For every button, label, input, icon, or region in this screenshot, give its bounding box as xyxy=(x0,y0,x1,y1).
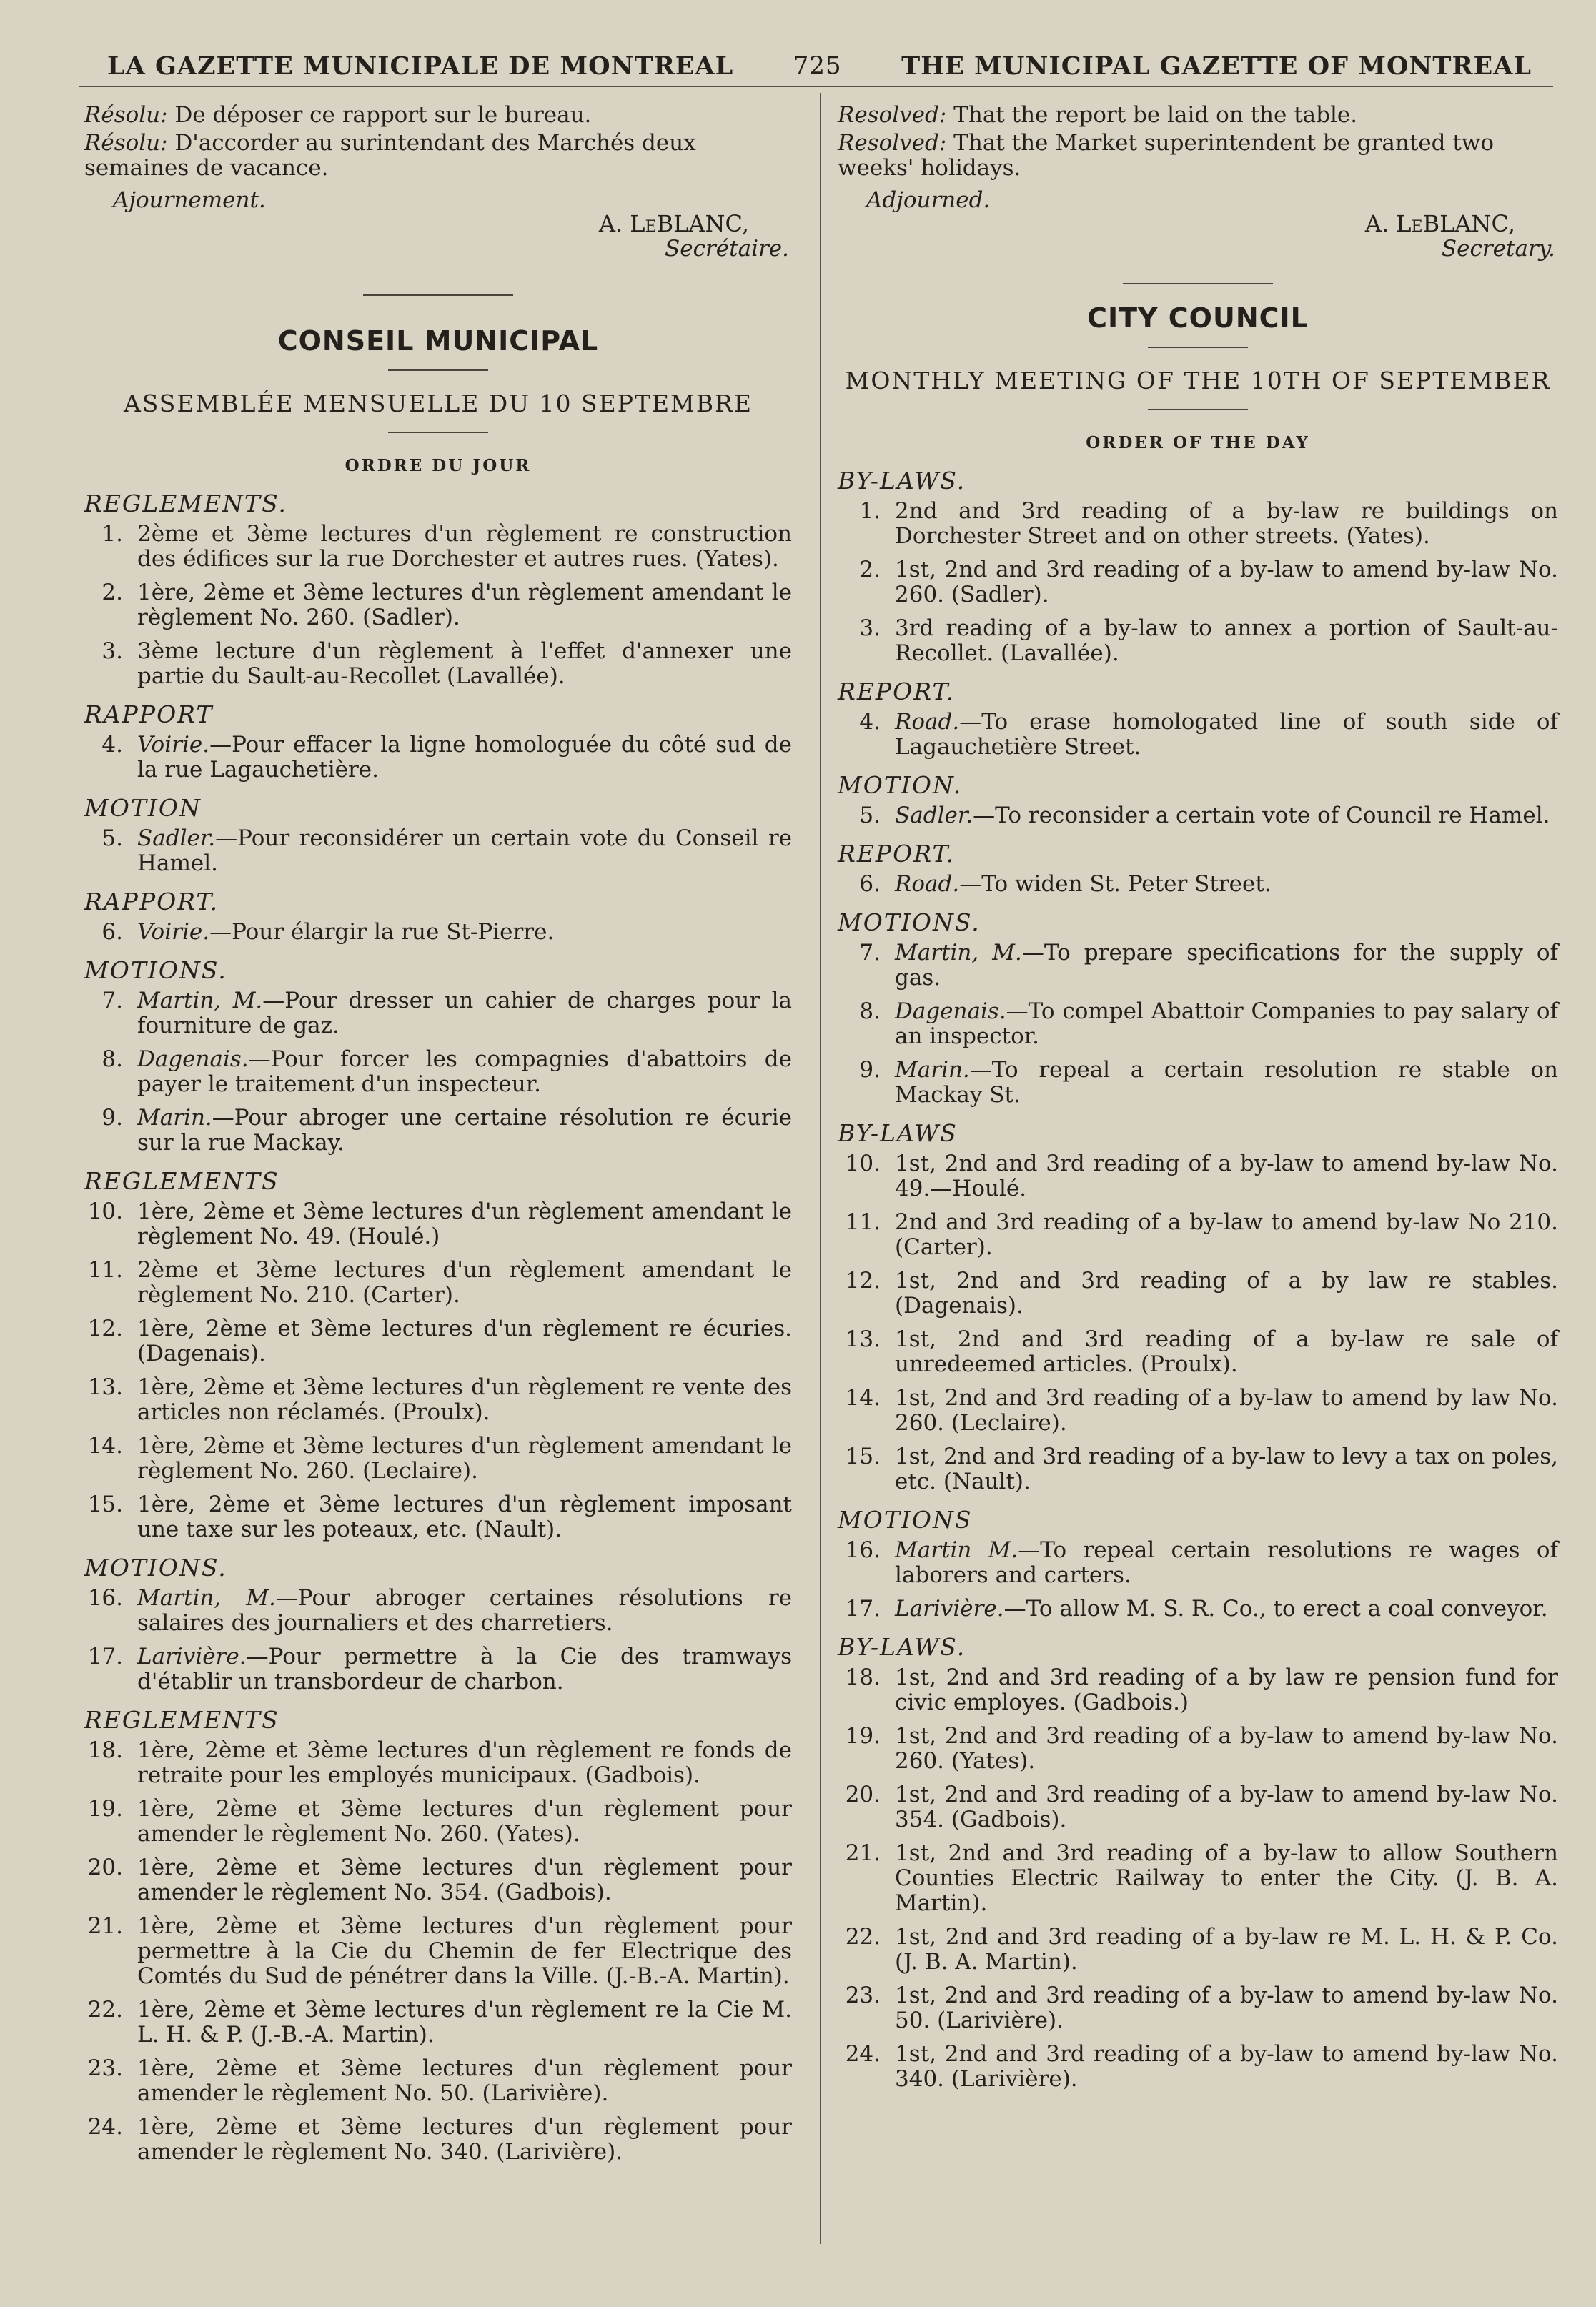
item-text: 2nd and 3rd reading of a by-law to amend by-law No 210. (Carter). xyxy=(895,1209,1558,1260)
item-body xyxy=(895,1841,1558,1916)
item-body xyxy=(137,522,792,572)
item-sponsor: Larivière. xyxy=(895,1596,1004,1622)
item-number: 24. xyxy=(87,2114,123,2140)
item-text: 1st, 2nd and 3rd reading of a by-law re M. L. H. & P. Co. (J. B. A. Martin). xyxy=(895,1924,1558,1975)
meeting-title: ASSEMBLÉE MENSUELLE DU 10 SEPTEMBRE xyxy=(123,390,753,417)
item-number: 1. xyxy=(859,498,881,524)
item-body xyxy=(895,1538,1558,1588)
agenda-item xyxy=(838,2042,1558,2092)
french-column xyxy=(84,100,792,2173)
item-sponsor: Martin, M. xyxy=(895,940,1022,966)
item-text: —Pour reconsidérer un certain vote du Conseil re Hamel. xyxy=(137,825,792,876)
item-text: 1st, 2nd and 3rd reading of a by-law to amend by-law No. 354. (Gadbois). xyxy=(895,1782,1558,1832)
item-text: 2ème et 3ème lectures d'un règlement amendant le règlement No. 210. (Carter). xyxy=(137,1257,792,1308)
header-rule xyxy=(79,86,1553,87)
item-sponsor: Martin M. xyxy=(895,1537,1018,1563)
item-body xyxy=(137,826,792,876)
item-number: 20. xyxy=(87,1855,123,1880)
english-column xyxy=(838,100,1558,2100)
adjournment: Ajournement. xyxy=(113,187,266,213)
item-body xyxy=(137,1434,792,1484)
item-text: 1st, 2nd and 3rd reading of a by-law to amend by-law No. 260. (Sadler). xyxy=(895,557,1558,607)
item-number: 7. xyxy=(101,988,123,1013)
council-title: CITY COUNCIL xyxy=(1087,302,1309,334)
item-body xyxy=(137,1106,792,1156)
item-sponsor: Dagenais. xyxy=(137,1046,249,1072)
adjournment: Adjourned. xyxy=(866,187,991,213)
item-body xyxy=(137,1375,792,1425)
item-body xyxy=(137,1586,792,1636)
item-body xyxy=(895,616,1558,666)
agenda-item xyxy=(838,803,1558,828)
agenda-item xyxy=(84,988,792,1038)
item-sponsor: Voirie. xyxy=(137,919,210,945)
item-body xyxy=(895,1925,1558,1975)
item-body xyxy=(137,988,792,1038)
item-text: —To repeal certain resolutions re wages of laborers and carters. xyxy=(895,1537,1558,1588)
item-body xyxy=(895,999,1558,1049)
resolution: Resolved: That the Market superintendent be granted two weeks' holidays. xyxy=(838,130,1495,181)
item-body xyxy=(137,580,792,630)
item-body xyxy=(895,1327,1558,1377)
agenda-item xyxy=(838,616,1558,666)
running-head xyxy=(107,44,1532,87)
item-body xyxy=(137,1644,792,1695)
item-number: 12. xyxy=(845,1268,881,1294)
item-number: 19. xyxy=(87,1796,123,1822)
signature-name: A. LeBLANC, xyxy=(1364,210,1515,237)
item-body xyxy=(137,920,792,945)
agenda-item xyxy=(84,2115,792,2165)
item-body xyxy=(137,1914,792,1989)
agenda-sections xyxy=(84,491,792,2165)
section-heading: REPORT. xyxy=(838,840,956,868)
item-body xyxy=(895,557,1558,607)
council-title: CONSEIL MUNICIPAL xyxy=(277,325,599,357)
item-text: 1ère, 2ème et 3ème lectures d'un règlement pour amender le règlement No. 50. (Larivière). xyxy=(137,2055,792,2106)
item-text: 1st, 2nd and 3rd reading of a by-law to levy a tax on poles, etc. (Nault). xyxy=(895,1444,1558,1494)
item-text: —To allow M. S. R. Co., to erect a coal conveyor. xyxy=(1003,1596,1548,1622)
item-body xyxy=(895,1665,1558,1715)
item-text: 1ère, 2ème et 3ème lectures d'un règlement pour amender le règlement No. 340. (Larivière). xyxy=(137,2114,792,2165)
item-text: —Pour dresser un cahier de charges pour la fourniture de gaz. xyxy=(137,988,792,1038)
item-number: 1. xyxy=(101,521,123,547)
section-heading: MOTIONS. xyxy=(84,956,227,984)
item-number: 9. xyxy=(101,1105,123,1131)
item-body xyxy=(895,803,1558,828)
section-heading: REGLEMENTS xyxy=(84,1167,279,1195)
item-body xyxy=(895,1386,1558,1436)
item-number: 15. xyxy=(845,1444,881,1469)
item-text: 1ère, 2ème et 3ème lectures d'un règlement imposant une taxe sur les poteaux, etc. (Nault). xyxy=(137,1492,792,1542)
item-text: 3rd reading of a by-law to annex a portion of Sault-au-Recollet. (Lavallée). xyxy=(895,615,1558,666)
item-text: 2ème et 3ème lectures d'un règlement re construction des édifices sur la rue Dorchester et autres rues. (Yates). xyxy=(137,521,792,572)
item-number: 5. xyxy=(859,803,881,828)
section-heading: MOTION. xyxy=(838,771,963,799)
agenda-item xyxy=(838,941,1558,991)
order-of-day: ORDRE DU JOUR xyxy=(345,456,532,475)
item-text: 1ère, 2ème et 3ème lectures d'un règlement pour amender le règlement No. 354. (Gadbois). xyxy=(137,1855,792,1905)
item-number: 17. xyxy=(845,1596,881,1622)
item-number: 18. xyxy=(845,1664,881,1690)
agenda-item xyxy=(838,1444,1558,1494)
item-sponsor: Larivière. xyxy=(137,1644,247,1670)
item-number: 20. xyxy=(845,1782,881,1807)
agenda-item xyxy=(84,826,792,876)
item-sponsor: Martin, M. xyxy=(137,1585,276,1611)
item-text: 1ère, 2ème et 3ème lectures d'un règlement amendant le règlement No. 260. (Leclaire). xyxy=(137,1433,792,1484)
item-number: 7. xyxy=(859,940,881,966)
item-number: 13. xyxy=(87,1374,123,1400)
resolution: Résolu: De déposer ce rapport sur le bureau. xyxy=(84,102,592,128)
section-rule xyxy=(388,432,488,433)
item-number: 16. xyxy=(845,1537,881,1563)
item-body xyxy=(137,1316,792,1366)
signature-title: Secrétaire. xyxy=(665,236,789,262)
item-number: 4. xyxy=(859,709,881,735)
agenda-item xyxy=(838,1269,1558,1319)
item-sponsor: Marin. xyxy=(137,1105,212,1131)
item-body xyxy=(895,1269,1558,1319)
agenda-item xyxy=(838,1386,1558,1436)
agenda-item xyxy=(838,710,1558,760)
section-rule xyxy=(363,294,513,296)
section-heading: REPORT. xyxy=(838,678,956,705)
item-text: 1st, 2nd and 3rd reading of a by-law to amend by law No. 260. (Leclaire). xyxy=(895,1385,1558,1436)
resolution: Résolu: D'accorder au surintendant des Marchés deux semaines de vacance. xyxy=(84,130,696,181)
signature-title: Secretary. xyxy=(1441,236,1555,262)
section-rule xyxy=(1148,347,1248,348)
item-text: —Pour abroger une certaine résolution re écurie sur la rue Mackay. xyxy=(137,1105,792,1156)
agenda-item xyxy=(84,1047,792,1097)
agenda-item xyxy=(84,1998,792,2048)
item-number: 14. xyxy=(87,1433,123,1459)
item-text: 1ère, 2ème et 3ème lectures d'un règlement re la Cie M. L. H. & P. (J.-B.-A. Martin). xyxy=(137,1997,792,2048)
section-rule xyxy=(388,369,488,371)
item-sponsor: Road. xyxy=(895,871,960,897)
agenda-item xyxy=(84,1199,792,1249)
item-text: 1st, 2nd and 3rd reading of a by law re stables. (Dagenais). xyxy=(895,1268,1558,1319)
item-text: 1st, 2nd and 3rd reading of a by-law to amend by-law No. 260. (Yates). xyxy=(895,1723,1558,1774)
item-text: —To widen St. Peter Street. xyxy=(959,871,1272,897)
item-number: 23. xyxy=(845,1983,881,2008)
item-body xyxy=(895,872,1558,897)
item-body xyxy=(895,1724,1558,1774)
item-number: 5. xyxy=(101,825,123,851)
agenda-item xyxy=(84,733,792,783)
section-heading: BY-LAWS. xyxy=(838,1633,966,1661)
agenda-item xyxy=(838,1210,1558,1260)
section-heading: REGLEMENTS xyxy=(84,1706,279,1734)
item-sponsor: Sadler. xyxy=(895,803,973,828)
agenda-item xyxy=(84,1106,792,1156)
section-heading: MOTIONS xyxy=(838,1506,973,1534)
item-number: 9. xyxy=(859,1057,881,1083)
item-body xyxy=(895,1782,1558,1832)
agenda-item xyxy=(838,872,1558,897)
item-text: 2nd and 3rd reading of a by-law re buildings on Dorchester Street and on other streets. (Yates). xyxy=(895,498,1558,549)
item-body xyxy=(137,1199,792,1249)
item-text: 1ère, 2ème et 3ème lectures d'un règlement pour amender le règlement No. 260. (Yates). xyxy=(137,1796,792,1847)
section-heading: BY-LAWS. xyxy=(838,467,966,495)
item-body xyxy=(137,1855,792,1905)
agenda-item xyxy=(838,999,1558,1049)
item-body xyxy=(895,710,1558,760)
item-number: 11. xyxy=(845,1209,881,1235)
item-text: 1ère, 2ème et 3ème lectures d'un règlement re écuries. (Dagenais). xyxy=(137,1316,792,1366)
item-text: —Pour effacer la ligne homologuée du côté sud de la rue Lagauchetière. xyxy=(137,732,792,783)
agenda-item xyxy=(838,499,1558,549)
agenda-item xyxy=(838,1597,1558,1622)
item-text: —To reconsider a certain vote of Council re Hamel. xyxy=(973,803,1550,828)
item-text: 1st, 2nd and 3rd reading of a by law re pension fund for civic employes. (Gadbois.) xyxy=(895,1664,1558,1715)
item-body xyxy=(895,2042,1558,2092)
item-number: 8. xyxy=(101,1046,123,1072)
item-number: 17. xyxy=(87,1644,123,1670)
agenda-item xyxy=(838,1058,1558,1108)
item-text: 1ère, 2ème et 3ème lectures d'un règlement pour permettre à la Cie du Chemin de fer Electrique des Comtés du Sud de pénétrer dans la Ville. (J.-B.-A. Martin). xyxy=(137,1913,792,1989)
item-body xyxy=(137,1738,792,1788)
item-number: 8. xyxy=(859,998,881,1024)
agenda-item xyxy=(84,1644,792,1695)
item-body xyxy=(137,2056,792,2106)
item-sponsor: Martin, M. xyxy=(137,988,263,1013)
item-body xyxy=(895,1983,1558,2033)
item-number: 21. xyxy=(845,1840,881,1866)
item-body xyxy=(895,1597,1558,1622)
agenda-item xyxy=(84,1914,792,1989)
item-sponsor: Voirie. xyxy=(137,732,210,758)
item-text: —Pour permettre à la Cie des tramways d'établir un transbordeur de charbon. xyxy=(137,1644,792,1695)
item-number: 10. xyxy=(845,1151,881,1176)
item-number: 22. xyxy=(845,1924,881,1950)
section-rule xyxy=(1148,409,1248,410)
item-number: 10. xyxy=(87,1199,123,1224)
item-number: 3. xyxy=(101,638,123,664)
agenda-item xyxy=(838,1724,1558,1774)
item-body xyxy=(137,1797,792,1847)
agenda-item xyxy=(84,1797,792,1847)
item-body xyxy=(137,733,792,783)
agenda-item xyxy=(838,557,1558,607)
agenda-item xyxy=(84,1375,792,1425)
item-number: 16. xyxy=(87,1585,123,1611)
section-heading: REGLEMENTS. xyxy=(84,490,287,517)
section-heading: MOTIONS. xyxy=(838,908,981,936)
agenda-item xyxy=(84,1855,792,1905)
agenda-item xyxy=(838,1983,1558,2033)
item-text: 1ère, 2ème et 3ème lectures d'un règlement re vente des articles non réclamés. (Proulx). xyxy=(137,1374,792,1425)
item-body xyxy=(895,499,1558,549)
agenda-item xyxy=(84,1316,792,1366)
item-text: —Pour forcer les compagnies d'abattoirs de payer le traitement d'un inspecteur. xyxy=(137,1046,792,1097)
item-body xyxy=(137,1047,792,1097)
item-body xyxy=(895,1444,1558,1494)
agenda-item xyxy=(84,2056,792,2106)
item-body xyxy=(895,1058,1558,1108)
item-sponsor: Dagenais. xyxy=(895,998,1006,1024)
agenda-item xyxy=(84,522,792,572)
agenda-item xyxy=(84,1586,792,1636)
agenda-item xyxy=(838,1841,1558,1916)
column-divider xyxy=(820,93,821,2244)
item-number: 19. xyxy=(845,1723,881,1749)
section-heading: MOTION xyxy=(84,794,202,822)
header-title-english: THE MUNICIPAL GAZETTE OF MONTREAL xyxy=(901,51,1532,81)
item-body xyxy=(137,1492,792,1542)
item-number: 24. xyxy=(845,2041,881,2067)
section-heading: BY-LAWS xyxy=(838,1119,958,1147)
item-body xyxy=(895,941,1558,991)
item-sponsor: Road. xyxy=(895,709,960,735)
agenda-item xyxy=(838,1665,1558,1715)
agenda-item xyxy=(84,920,792,945)
item-number: 15. xyxy=(87,1492,123,1517)
section-rule xyxy=(1123,283,1273,284)
item-text: 1st, 2nd and 3rd reading of a by-law to amend by-law No. 49.—Houlé. xyxy=(895,1151,1558,1201)
item-body xyxy=(137,639,792,689)
agenda-item xyxy=(838,1925,1558,1975)
agenda-item xyxy=(838,1151,1558,1201)
agenda-item xyxy=(838,1327,1558,1377)
item-number: 14. xyxy=(845,1385,881,1411)
item-body xyxy=(137,2115,792,2165)
item-body xyxy=(895,1210,1558,1260)
item-sponsor: Sadler. xyxy=(137,825,216,851)
item-text: 1st, 2nd and 3rd reading of a by-law re sale of unredeemed articles. (Proulx). xyxy=(895,1326,1558,1377)
item-number: 21. xyxy=(87,1913,123,1939)
item-body xyxy=(137,1258,792,1308)
signature-name: A. LeBLANC, xyxy=(598,210,749,237)
item-text: 1st, 2nd and 3rd reading of a by-law to amend by-law No. 50. (Larivière). xyxy=(895,1983,1558,2033)
item-text: 1st, 2nd and 3rd reading of a by-law to allow Southern Counties Electric Railway to enter the City. (J. B. A. Martin). xyxy=(895,1840,1558,1916)
item-body xyxy=(895,1151,1558,1201)
item-number: 6. xyxy=(859,871,881,897)
item-body xyxy=(137,1998,792,2048)
item-sponsor: Marin. xyxy=(895,1057,970,1083)
item-text: —To compel Abattoir Companies to pay salary of an inspector. xyxy=(895,998,1558,1049)
item-text: 3ème lecture d'un règlement à l'effet d'annexer une partie du Sault-au-Recollet (Lavallée). xyxy=(137,638,792,689)
section-heading: RAPPORT xyxy=(84,700,214,728)
item-number: 11. xyxy=(87,1257,123,1283)
section-heading: MOTIONS. xyxy=(84,1554,227,1582)
agenda-item xyxy=(84,1258,792,1308)
agenda-item xyxy=(84,639,792,689)
resolution: Resolved: That the report be laid on the table. xyxy=(838,102,1358,128)
section-heading: RAPPORT. xyxy=(84,888,219,916)
item-number: 23. xyxy=(87,2055,123,2081)
item-number: 22. xyxy=(87,1997,123,2023)
item-number: 2. xyxy=(859,557,881,582)
item-text: 1ère, 2ème et 3ème lectures d'un règlement amendant le règlement No. 260. (Sadler). xyxy=(137,580,792,630)
item-number: 4. xyxy=(101,732,123,758)
header-title-french: LA GAZETTE MUNICIPALE DE MONTREAL xyxy=(107,51,734,81)
item-text: 1ère, 2ème et 3ème lectures d'un règlement re fonds de retraite pour les employés municipaux. (Gadbois). xyxy=(137,1737,792,1788)
meeting-title: MONTHLY MEETING OF THE 10TH OF SEPTEMBER xyxy=(845,367,1551,395)
item-number: 12. xyxy=(87,1316,123,1341)
item-number: 3. xyxy=(859,615,881,641)
agenda-item xyxy=(84,1434,792,1484)
item-text: —Pour élargir la rue St-Pierre. xyxy=(209,919,555,945)
item-number: 13. xyxy=(845,1326,881,1352)
agenda-item xyxy=(84,1738,792,1788)
agenda-item xyxy=(84,580,792,630)
item-number: 6. xyxy=(101,919,123,945)
item-number: 18. xyxy=(87,1737,123,1763)
agenda-item xyxy=(84,1492,792,1542)
agenda-sections xyxy=(838,468,1558,2092)
agenda-item xyxy=(838,1538,1558,1588)
item-number: 2. xyxy=(101,580,123,605)
agenda-item xyxy=(838,1782,1558,1832)
item-text: 1ère, 2ème et 3ème lectures d'un règlement amendant le règlement No. 49. (Houlé.) xyxy=(137,1199,792,1249)
item-text: —To erase homologated line of south side of Lagauchetière Street. xyxy=(895,709,1558,760)
item-text: —Pour abroger certaines résolutions re salaires des journaliers et des charretiers. xyxy=(137,1585,793,1636)
page-number: 725 xyxy=(793,51,842,80)
item-text: —To repeal a certain resolution re stable on Mackay St. xyxy=(895,1057,1558,1108)
item-text: 1st, 2nd and 3rd reading of a by-law to amend by-law No. 340. (Larivière). xyxy=(895,2041,1558,2092)
item-text: —To prepare specifications for the supply of gas. xyxy=(895,940,1558,991)
order-of-day: ORDER OF THE DAY xyxy=(1086,433,1310,452)
